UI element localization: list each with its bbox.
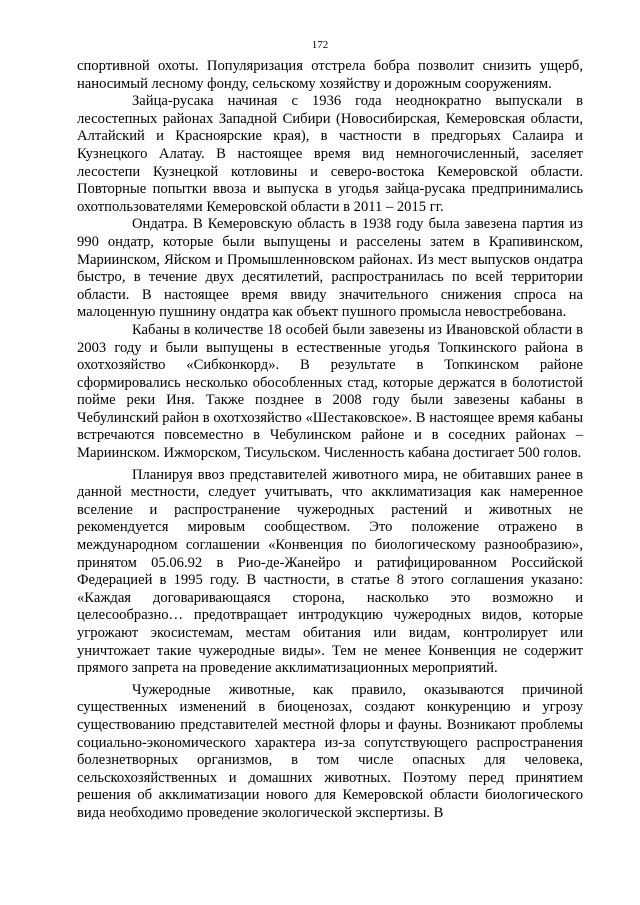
paragraph-boar: Кабаны в количестве 18 особей были завезены из Ивановской области в 2003 году и были выпущены в естественные угодья Топкинского района в охотхозяйство «Сибконкорд». В результате в Топкинском районе сформировались несколько обособленных стад, которые держатся в болотистой пойме реки Иня. Также позднее в 2008 году были завезены кабаны в Чебулинский район в охотхозяйство «Шестаковское». В настоящее время кабаны встречаются повсеместно в Чебулинском районе и в соседних районах – Мариинском. Ижморском, Тисульском. Численность кабана достигает 500 голов. [77, 321, 583, 462]
paragraph-alien-species: Чужеродные животные, как правило, оказываются причиной существенных изменений в биоценозах, создают конкуренцию и угрозу существованию представителей местной флоры и фауны. Возникают проблемы социально-экономического характера из-за сопутствующего распространения болезнетворных организмов, в том числе опасных для человека, сельскохозяйственных и домашних животных. Поэтому перед принятием решения об акклиматизации нового для Кемеровской области биологического вида необходимо проведение экологической экспертизы. В [77, 681, 583, 821]
paragraph-muskrat: Ондатра. В Кемеровскую область в 1938 году была завезена партия из 990 ондатр, которые были выпущены и расселены затем в Крапивинском, Мариинском, Яйском и Промышленновском районах. Из мест выпусков ондатра быстро, в течение двух десятилетий, распространилась по всей территории области. В настоящее время ввиду значительного снижения спроса на малоценную пушнину ондатра как объект пушного промысла невостребована. [77, 216, 583, 321]
paragraph-continuation: спортивной охоты. Популяризация отстрела бобра позволит снизить ущерб, наносимый лесному фонду, сельскому хозяйству и дорожным сооружениям. [77, 58, 583, 92]
page-number: 172 [311, 39, 329, 51]
body-text [77, 58, 583, 823]
paragraph-convention: Планируя ввоз представителей животного мира, не обитавших ранее в данной местности, следует учитывать, что акклиматизация как намеренное вселение и распространение чужеродных растений и животных не рекомендуется мировым сообществом. Это положение отражено в международном соглашении «Конвенция по биологическому разнообразию», принятом 05.06.92 в Рио-де-Жанейро и ратифицированном Российской Федерацией в 1995 году. В частности, в статье 8 этого соглашения указано: «Каждая договаривающаяся сторона, насколько это возможно и целесообразно… предотвращает интродукцию чужеродных видов, которые угрожают экосистемам, местам обитания или видам, контролирует или уничтожает такие чужеродные виды». Тем не менее Конвенция не содержит прямого запрета на проведение акклиматизационных мероприятий. [77, 466, 583, 677]
paragraph-hare: Зайца-русака начиная с 1936 года неоднократно выпускали в лесостепных районах Западной Сибири (Новосибирская, Кемеровская области, Алтайский и Красноярские края), в частности в предгорьях Салаира и Кузнецкого Алатау. В настоящее время вид немногочисленный, заселяет лесостепи Кузнецкой котловины и северо-востока Кемеровской области. Повторные попытки ввоза и выпуска в угодья зайца-русака предпринимались охотпользователями Кемеровской области в 2011 – 2015 гг. [77, 93, 583, 215]
